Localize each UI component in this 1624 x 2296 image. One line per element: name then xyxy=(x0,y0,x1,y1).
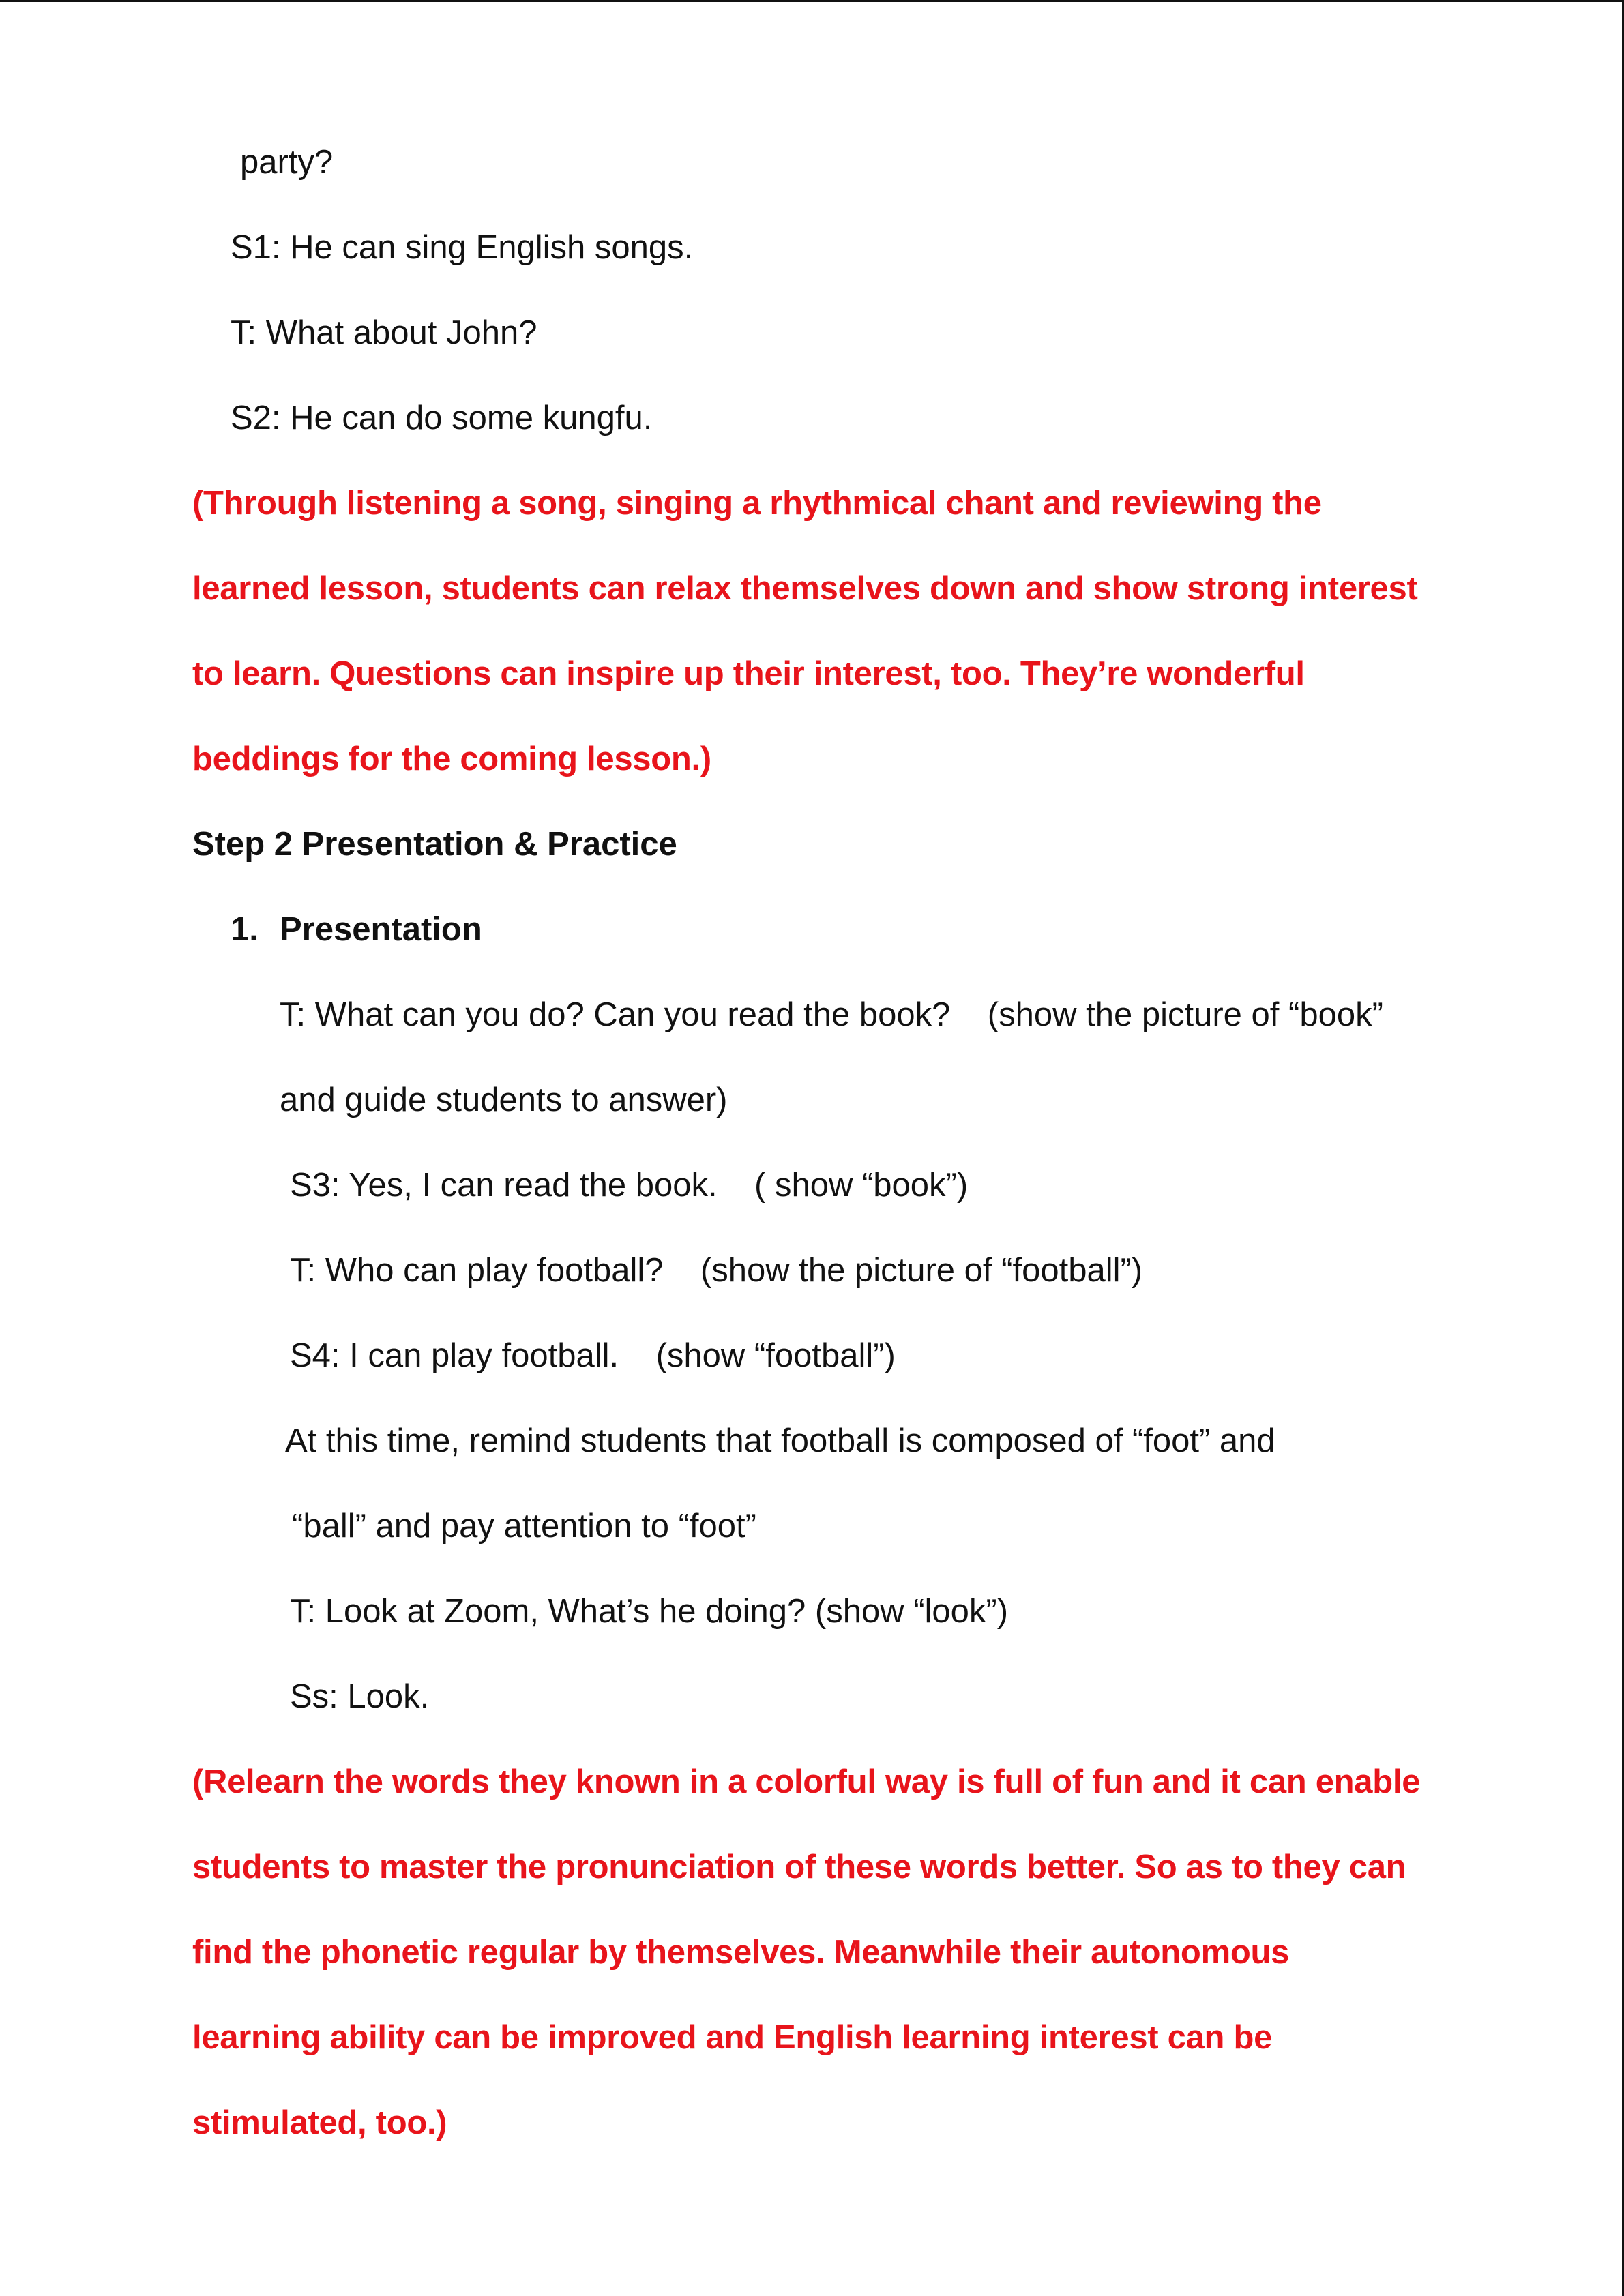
remark-line: At this time, remind students that football is composed of “foot” and xyxy=(285,1422,1275,1459)
dialogue-line-s3: S3: Yes, I can read the book. ( show “book”) xyxy=(290,1167,969,1204)
teaching-note-line: to learn. Questions can inspire up their interest, too. They’re wonderful xyxy=(192,655,1305,692)
teaching-note-line: students to master the pronunciation of these words better. So as to they can xyxy=(192,1849,1406,1885)
dialogue-line-t-zoom: T: Look at Zoom, What’s he doing? (show “look”) xyxy=(290,1593,1009,1630)
list-number: 1. xyxy=(231,911,259,948)
teaching-note-line: (Through listening a song, singing a rhythmical chant and reviewing the xyxy=(192,485,1322,522)
teaching-note-line: learned lesson, students can relax themselves down and show strong interest xyxy=(192,570,1418,607)
dialogue-line-s4: S4: I can play football. (show “football”) xyxy=(290,1337,896,1374)
dialogue-line-guide: and guide students to answer) xyxy=(280,1082,728,1118)
dialogue-line-t-football: T: Who can play football? (show the picture of “football”) xyxy=(290,1252,1143,1289)
dialogue-line-ss: Ss: Look. xyxy=(290,1678,430,1715)
remark-line: “ball” and pay attention to “foot” xyxy=(292,1508,756,1545)
dialogue-line-s2: S2: He can do some kungfu. xyxy=(231,400,653,436)
teaching-note-line: learning ability can be improved and English learning interest can be xyxy=(192,2019,1273,2056)
teaching-note-line: (Relearn the words they known in a colorful way is full of fun and it can enable xyxy=(192,1763,1421,1800)
dialogue-line-t-book: T: What can you do? Can you read the book? (show the picture of “book” xyxy=(280,996,1383,1033)
step-heading: Step 2 Presentation & Practice xyxy=(192,826,677,863)
teaching-note-line: beddings for the coming lesson.) xyxy=(192,741,711,777)
teaching-note-line: stimulated, too.) xyxy=(192,2104,447,2141)
presentation-subheading: Presentation xyxy=(280,911,482,948)
dialogue-line-s1: S1: He can sing English songs. xyxy=(231,229,694,266)
dialogue-line-party: party? xyxy=(240,144,334,181)
teaching-note-line: find the phonetic regular by themselves. Meanwhile their autonomous xyxy=(192,1934,1290,1971)
dialogue-line-t-john: T: What about John? xyxy=(231,314,537,351)
